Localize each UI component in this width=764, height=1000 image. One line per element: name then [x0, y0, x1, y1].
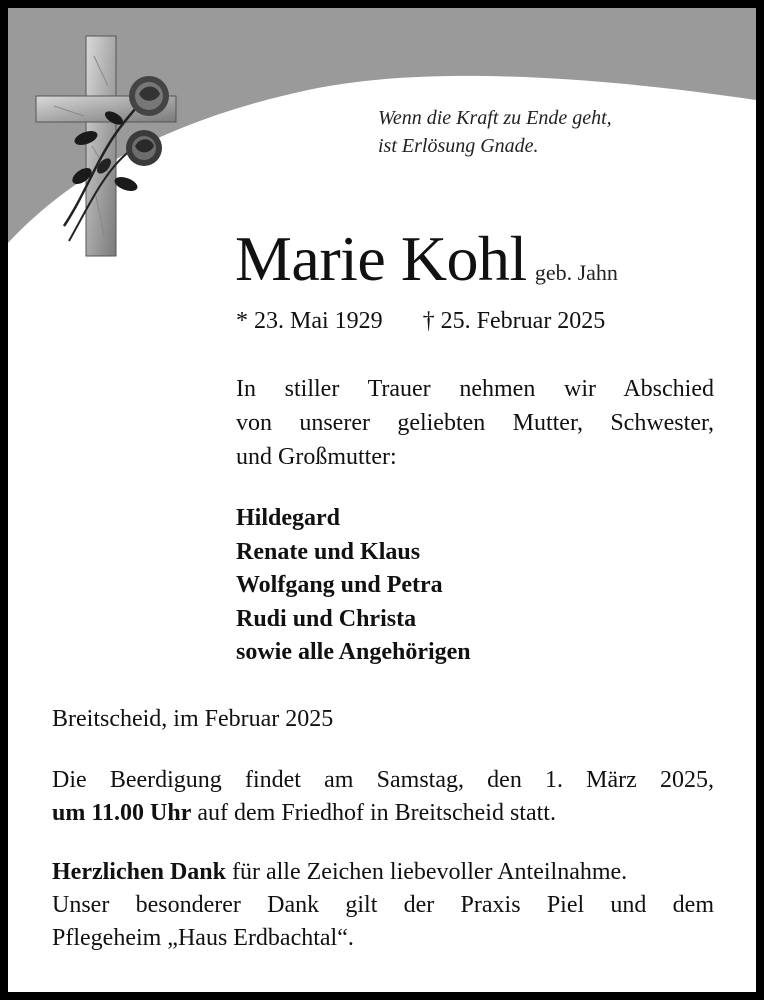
thanks-line: Unser besonderer Dank gilt der Praxis Piel und dem	[52, 892, 714, 918]
mourners-list	[236, 502, 471, 670]
farewell-line: von unserer geliebten Mutter, Schwester,	[236, 410, 714, 436]
farewell-line: und Großmutter:	[236, 444, 397, 470]
funeral-location: auf dem Friedhof in Breitscheid statt.	[191, 800, 556, 826]
funeral-time: um 11.00 Uhr	[52, 800, 192, 826]
mourner-item: Hildegard	[236, 505, 341, 531]
motto-line: Wenn die Kraft zu Ende geht,	[378, 107, 612, 129]
deceased-name-block	[235, 224, 618, 294]
motto-line: ist Erlösung Gnade.	[378, 135, 539, 157]
mourner-item: Renate und Klaus	[236, 538, 421, 565]
funeral-line: Die Beerdigung findet am Samstag, den 1. März 2025,	[52, 767, 714, 793]
cross-with-roses	[24, 26, 194, 266]
life-dates	[236, 306, 605, 336]
mourner-item: Wolfgang und Petra	[236, 572, 443, 598]
thanks-text	[52, 856, 714, 955]
motto	[378, 104, 718, 160]
funeral-info	[52, 764, 714, 830]
maiden-name: geb. Jahn	[534, 260, 618, 285]
deceased-name: Marie Kohl	[235, 223, 527, 294]
mourner-item: sowie alle Angehörigen	[236, 639, 471, 665]
place-date: Breitscheid, im Februar 2025	[52, 706, 334, 732]
death-date: † 25. Februar 2025	[422, 308, 606, 334]
thanks-rest: für alle Zeichen liebevoller Anteilnahme.	[226, 859, 628, 885]
farewell-line: In stiller Trauer nehmen wir Abschied	[236, 376, 714, 402]
mourner-item: Rudi und Christa	[236, 605, 417, 632]
birth-date: * 23. Mai 1929	[236, 308, 383, 334]
funeral-line	[52, 797, 714, 830]
farewell-text	[236, 372, 714, 474]
thanks-line	[52, 856, 714, 889]
thanks-line: Pflegeheim „Haus Erdbachtal“.	[52, 925, 354, 951]
thanks-heading: Herzlichen Dank	[52, 859, 226, 885]
